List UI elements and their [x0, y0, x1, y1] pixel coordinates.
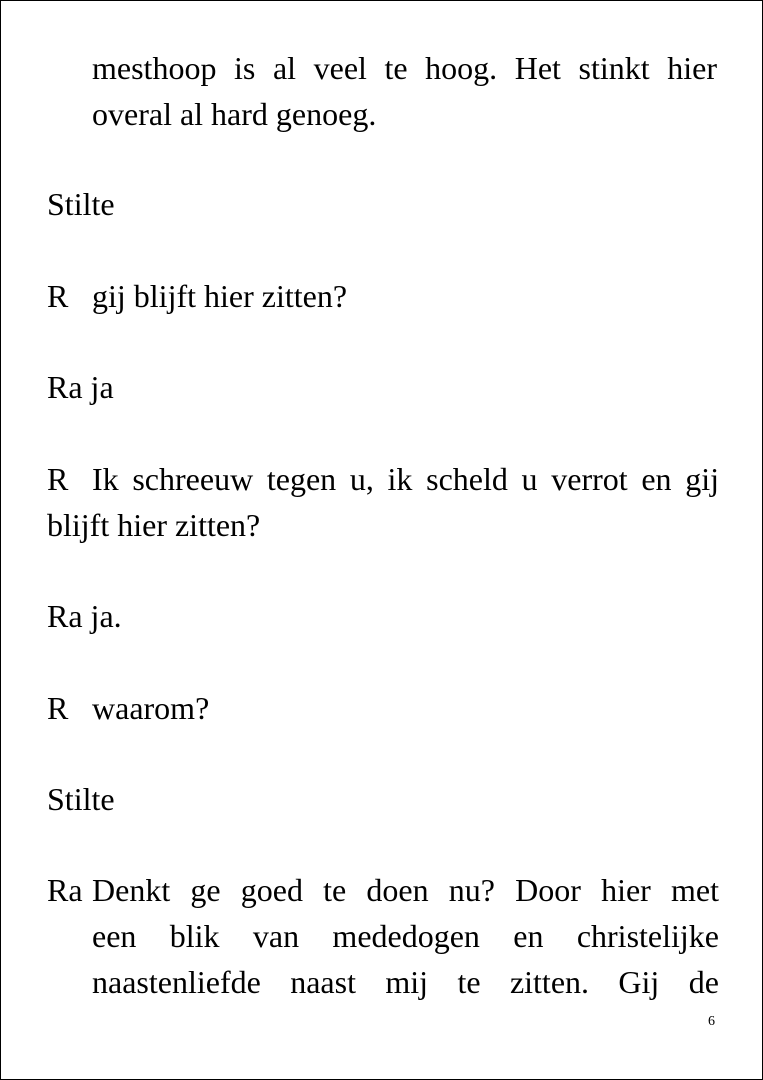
word: zitten. — [509, 964, 590, 1000]
word: naastenliefde — [92, 964, 261, 1000]
continuation-line-2: overal al hard genoeg. — [92, 96, 377, 132]
word: mesthoop — [92, 50, 217, 86]
speech-line-2 — [92, 913, 719, 959]
dialogue-line-ra-3 — [47, 867, 719, 1005]
speech-line-1 — [92, 867, 719, 913]
speaker-label: R — [47, 278, 69, 314]
word: stinkt — [578, 50, 650, 86]
word: ge — [190, 872, 221, 908]
word: te — [384, 50, 408, 86]
page-number: 6 — [708, 1014, 715, 1029]
word: van — [252, 918, 300, 954]
word: schreeuw — [132, 461, 254, 497]
word: Het — [514, 50, 561, 86]
word: mededogen — [332, 918, 480, 954]
speaker-label: R — [47, 461, 69, 497]
word: Gij — [618, 964, 660, 1000]
word: ik — [387, 461, 413, 497]
word: een — [92, 918, 137, 954]
speech-line-3 — [92, 959, 719, 1005]
dialogue-line-ra-2 — [47, 593, 719, 639]
word: te — [323, 872, 347, 908]
speech-text: gij blijft hier zitten? — [92, 278, 348, 314]
speaker-label: R — [47, 690, 69, 726]
word: u, — [349, 461, 374, 497]
stage-direction-stilte: Stilte — [47, 186, 115, 222]
word: blik — [169, 918, 220, 954]
dialogue-line-r-2 — [47, 456, 719, 548]
word: mij — [385, 964, 429, 1000]
word: tegen — [266, 461, 337, 497]
word: nu? — [448, 872, 495, 908]
dialogue-line-r-1 — [47, 273, 719, 319]
word: veel — [313, 50, 367, 86]
word: Denkt — [92, 872, 171, 908]
speaker-label: Ra — [47, 598, 83, 634]
stage-direction-stilte-2: Stilte — [47, 781, 115, 817]
dialogue-line-ra-1 — [47, 364, 719, 410]
speech-text: ja — [90, 369, 114, 405]
dialogue-line-r-3 — [47, 685, 719, 731]
speech-line-1 — [92, 456, 719, 502]
speaker-label: Ra — [47, 872, 83, 908]
word: christelijke — [576, 918, 719, 954]
word: is — [234, 50, 256, 86]
speech-line-2: blijft hier zitten? — [47, 507, 261, 543]
word: goed — [240, 872, 303, 908]
continuation-line-1 — [92, 45, 717, 91]
word: Ik — [92, 461, 119, 497]
word: en — [641, 461, 672, 497]
word: naast — [290, 964, 356, 1000]
word: de — [688, 964, 719, 1000]
word: te — [457, 964, 481, 1000]
word: hier — [667, 50, 717, 86]
speech-text: ja. — [90, 598, 122, 634]
word: hier — [601, 872, 651, 908]
word: al — [272, 50, 297, 86]
speech-text: waarom? — [92, 690, 210, 726]
speaker-label: Ra — [47, 369, 83, 405]
word: u — [521, 461, 538, 497]
word: doen — [366, 872, 429, 908]
word: met — [671, 872, 719, 908]
word: Door — [515, 872, 581, 908]
word: en — [513, 918, 544, 954]
word: gij — [685, 461, 719, 497]
word: verrot — [551, 461, 628, 497]
word: scheld — [426, 461, 508, 497]
word: hoog. — [425, 50, 498, 86]
continuation-paragraph — [92, 45, 717, 137]
